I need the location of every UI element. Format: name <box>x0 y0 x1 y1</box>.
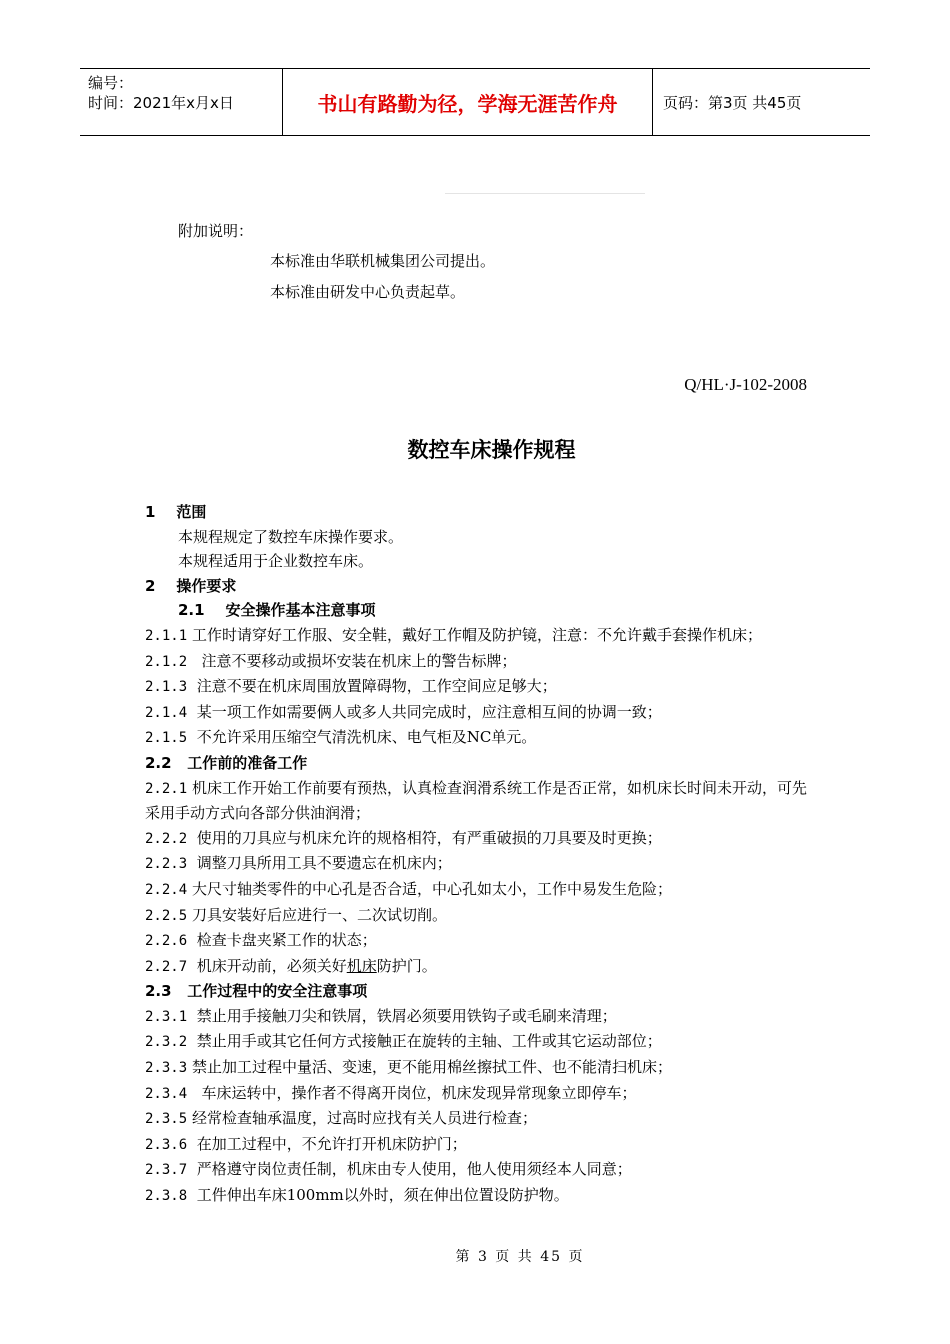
section-heading: 1 范围 <box>145 503 207 521</box>
list-item: 2.3.1 禁止用手接触刀尖和铁屑，铁屑必须要用铁钩子或毛刷来清理； <box>145 1006 617 1025</box>
list-item: 2.3.7 严格遵守岗位责任制，机床由专人使用，他人使用须经本人同意； <box>145 1160 632 1179</box>
section-heading: 2 操作要求 <box>145 576 237 595</box>
list-item: 2.2.1 机床工作开始工作前要有预热，认真检查润滑系统工作是否正常，如机床长时间未开动，可先采用手动方式向各部分供油润滑； <box>145 778 807 823</box>
header-page-info: 页码：第3页 共45页 <box>663 93 802 112</box>
list-item: 2.2.4 大尺寸轴类零件的中心孔是否合适，中心孔如太小，工作中易发生危险； <box>145 879 672 898</box>
header-meta <box>80 69 283 135</box>
list-item: 2.2.3 调整刀具所用工具不要遗忘在机床内； <box>145 854 452 873</box>
list-item: 2.3.2 禁止用手或其它任何方式接触正在旋转的主轴、工件或其它运动部位； <box>145 1032 662 1051</box>
list-item: 2.2.6 检查卡盘夹紧工作的状态； <box>145 931 377 950</box>
document-title: 数控车床操作规程 <box>407 438 576 462</box>
list-item: 2.2.2 使用的刀具应与机床允许的规格相符，有严重破损的刀具要及时更换； <box>145 828 662 847</box>
subsection-heading: 2.2 工作前的准备工作 <box>145 753 308 772</box>
subsection-heading: 2.3 工作过程中的安全注意事项 <box>145 982 368 1001</box>
list-item: 2.1.5 不允许采用压缩空气清洗机床、电气柜及NC单元。 <box>145 728 537 747</box>
list-item: 2.1.4 某一项工作如需要俩人或多人共同完成时，应注意相互间的协调一致； <box>145 702 662 721</box>
list-item: 2.3.8 工件伸出车床100mm以外时，须在伸出位置设防护物。 <box>145 1186 569 1205</box>
list-item: 2.3.3 禁止加工过程中量活、变速，更不能用棉丝擦拭工件、也不能清扫机床； <box>145 1058 672 1077</box>
note-line: 本标准由华联机械集团公司提出。 <box>270 252 496 270</box>
number-label: 编号： <box>88 74 134 92</box>
list-item: 2.1.3 注意不要在机床周围放置障碍物，工作空间应足够大； <box>145 677 557 696</box>
header-table <box>80 68 870 136</box>
document-body <box>145 500 810 1209</box>
note-line: 本标准由研发中心负责起草。 <box>270 283 466 301</box>
paragraph: 本规程规定了数控车床操作要求。 <box>178 527 404 546</box>
list-item: 2.3.6 在加工过程中，不允许打开机床防护门； <box>145 1134 467 1153</box>
list-item: 2.2.5 刀具安装好后应进行一、二次试切削。 <box>145 905 447 924</box>
time-label: 时间：2021年x月x日 <box>88 94 234 112</box>
paragraph: 本规程适用于企业数控车床。 <box>178 552 374 571</box>
header-motto: 书山有路勤为径，学海无涯苦作舟 <box>283 69 653 135</box>
page-footer: 第 3 页 共 45 页 <box>455 1249 585 1265</box>
standard-number: Q/HL·J-102-2008 <box>684 375 807 394</box>
list-item: 2.1.1 工作时请穿好工作服、安全鞋，戴好工作帽及防护镜，注意：不允许戴手套操作机床； <box>145 625 762 644</box>
subsection-heading: 2.1 安全操作基本注意事项 <box>178 601 376 620</box>
list-item: 2.3.4 车床运转中，操作者不得离开岗位，机床发现异常现象立即停车； <box>145 1083 637 1102</box>
divider <box>445 193 645 194</box>
list-item: 2.3.5 经常检查轴承温度，过高时应找有关人员进行检查； <box>145 1109 537 1128</box>
list-item: 2.2.7 机床开动前，必须关好机床防护门。 <box>145 956 437 975</box>
list-item: 2.1.2 注意不要移动或损坏安装在机床上的警告标牌； <box>145 651 517 670</box>
note-title: 附加说明： <box>178 222 254 240</box>
